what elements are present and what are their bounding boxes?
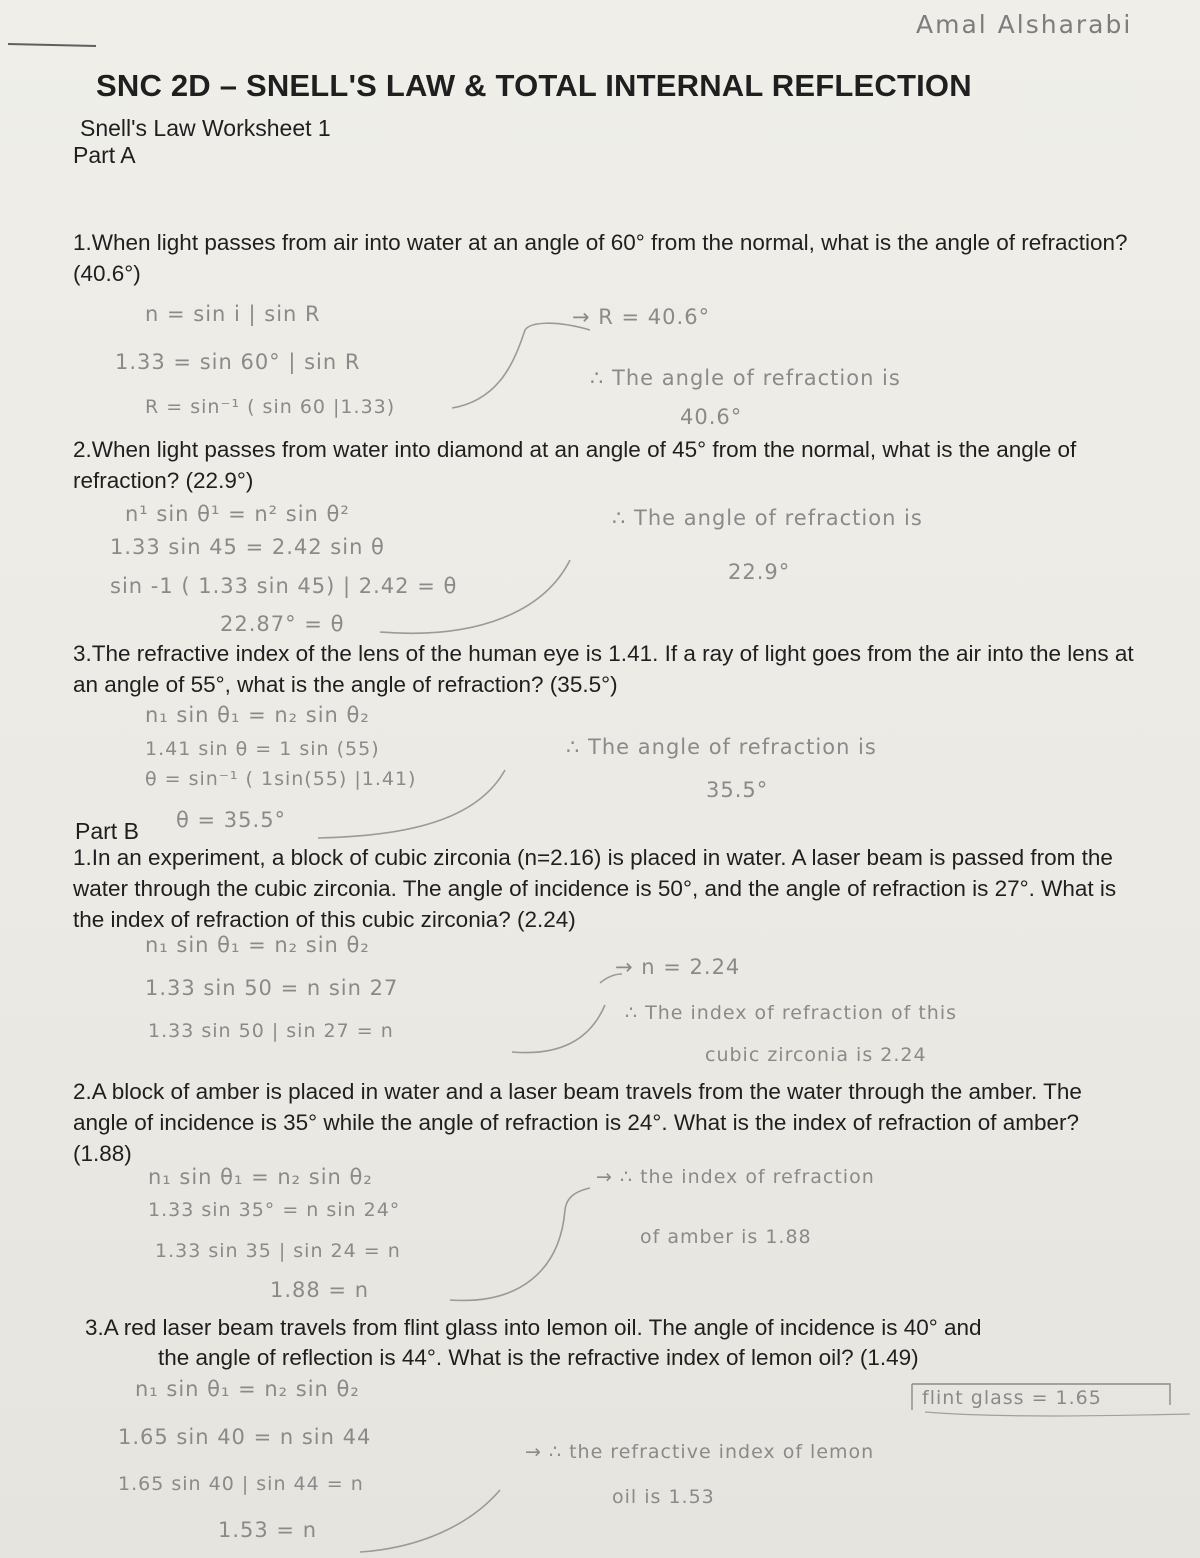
b1-work-line-2: 1.33 sin 50 = n sin 27 bbox=[145, 976, 399, 1000]
a2-work-line-2: 1.33 sin 45 = 2.42 sin θ bbox=[110, 535, 385, 559]
part-b-question-3-line-2: the angle of reflection is 44°. What is the refractive index of lemon oil? (1.49) bbox=[158, 1345, 919, 1370]
b2-work-line-3: 1.33 sin 35 | sin 24 = n bbox=[155, 1240, 401, 1262]
b1-answer-line-2: cubic zirconia is 2.24 bbox=[705, 1044, 927, 1066]
b2-work-line-4: 1.88 = n bbox=[270, 1278, 370, 1302]
part-b-question-1: 1.In an experiment, a block of cubic zirconia (n=2.16) is placed in water. A laser beam is passed from the water through the cubic zirconia. The angle of incidence is 50°, and the angle of refraction is 27°. What is the index of refraction of this cubic zirconia? (2.24) bbox=[73, 845, 1117, 932]
student-name: Amal Alsharabi bbox=[916, 10, 1133, 39]
part-b-question-3-line-1: 3.A red laser beam travels from flint glass into lemon oil. The angle of incidence is 40° and bbox=[85, 1315, 982, 1340]
a2-work-line-1: n¹ sin θ¹ = n² sin θ² bbox=[125, 502, 350, 526]
a3-answer-line-2: 35.5° bbox=[706, 778, 769, 802]
a1-work-line-1: n = sin i | sin R bbox=[145, 302, 321, 326]
a2-answer-line-1: ∴ The angle of refraction is bbox=[612, 506, 923, 530]
b3-work-line-1: n₁ sin θ₁ = n₂ sin θ₂ bbox=[135, 1377, 360, 1401]
a1-result: → R = 40.6° bbox=[572, 305, 711, 329]
b1-answer-line-1: ∴ The index of refraction of this bbox=[625, 1002, 958, 1024]
part-a-label: Part A bbox=[73, 142, 136, 168]
a2-work-line-4: 22.87° = θ bbox=[220, 612, 345, 636]
b2-answer-line-2: of amber is 1.88 bbox=[640, 1226, 812, 1248]
a2-work-line-3: sin -1 ( 1.33 sin 45) | 2.42 = θ bbox=[110, 574, 458, 598]
b3-note-flint-glass: flint glass = 1.65 bbox=[922, 1387, 1102, 1409]
b3-work-line-4: 1.53 = n bbox=[218, 1518, 318, 1542]
b3-work-line-2: 1.65 sin 40 = n sin 44 bbox=[118, 1425, 372, 1449]
b3-work-line-3: 1.65 sin 40 | sin 44 = n bbox=[118, 1473, 364, 1495]
a1-answer-line-1: ∴ The angle of refraction is bbox=[590, 366, 901, 390]
b3-answer-line-1: → ∴ the refractive index of lemon bbox=[525, 1441, 875, 1463]
part-a-question-3: 3.The refractive index of the lens of the human eye is 1.41. If a ray of light goes from the air into the lens at an angle of 55°, what is the angle of refraction? (35.5°) bbox=[73, 641, 1134, 697]
b2-work-line-2: 1.33 sin 35° = n sin 24° bbox=[148, 1199, 401, 1221]
a1-answer-line-2: 40.6° bbox=[680, 405, 743, 429]
a3-work-line-4: θ = 35.5° bbox=[176, 808, 287, 832]
a2-answer-line-2: 22.9° bbox=[728, 560, 791, 584]
b1-work-line-3: 1.33 sin 50 | sin 27 = n bbox=[148, 1020, 394, 1042]
part-b-question-2: 2.A block of amber is placed in water and a laser beam travels from the water through the amber. The angle of incidence is 35° while the angle of refraction is 24°. What is the index of refraction of amber? (1.88) bbox=[73, 1079, 1082, 1166]
a3-work-line-1: n₁ sin θ₁ = n₂ sin θ₂ bbox=[145, 703, 370, 727]
b1-work-line-1: n₁ sin θ₁ = n₂ sin θ₂ bbox=[145, 933, 370, 957]
a3-work-line-3: θ = sin⁻¹ ( 1sin(55) |1.41) bbox=[145, 768, 417, 790]
b3-answer-line-2: oil is 1.53 bbox=[612, 1486, 715, 1508]
b2-work-line-1: n₁ sin θ₁ = n₂ sin θ₂ bbox=[148, 1165, 373, 1189]
page-title: SNC 2D – SNELL'S LAW & TOTAL INTERNAL REFLECTION bbox=[96, 68, 972, 103]
worksheet-subtitle: Snell's Law Worksheet 1 bbox=[80, 115, 331, 141]
a3-answer-line-1: ∴ The angle of refraction is bbox=[566, 735, 877, 759]
b1-result: → n = 2.24 bbox=[615, 955, 741, 979]
a1-work-line-3: R = sin⁻¹ ( sin 60 |1.33) bbox=[145, 396, 396, 418]
part-b-label: Part B bbox=[75, 818, 139, 844]
part-a-question-1: 1.When light passes from air into water at an angle of 60° from the normal, what is the angle of refraction? (40.6°) bbox=[73, 230, 1128, 286]
a1-work-line-2: 1.33 = sin 60° | sin R bbox=[115, 350, 361, 374]
part-a-question-2: 2.When light passes from water into diamond at an angle of 45° from the normal, what is the angle of refraction? (22.9°) bbox=[73, 437, 1077, 493]
b2-answer-line-1: → ∴ the index of refraction bbox=[596, 1166, 875, 1188]
a3-work-line-2: 1.41 sin θ = 1 sin (55) bbox=[145, 738, 380, 760]
